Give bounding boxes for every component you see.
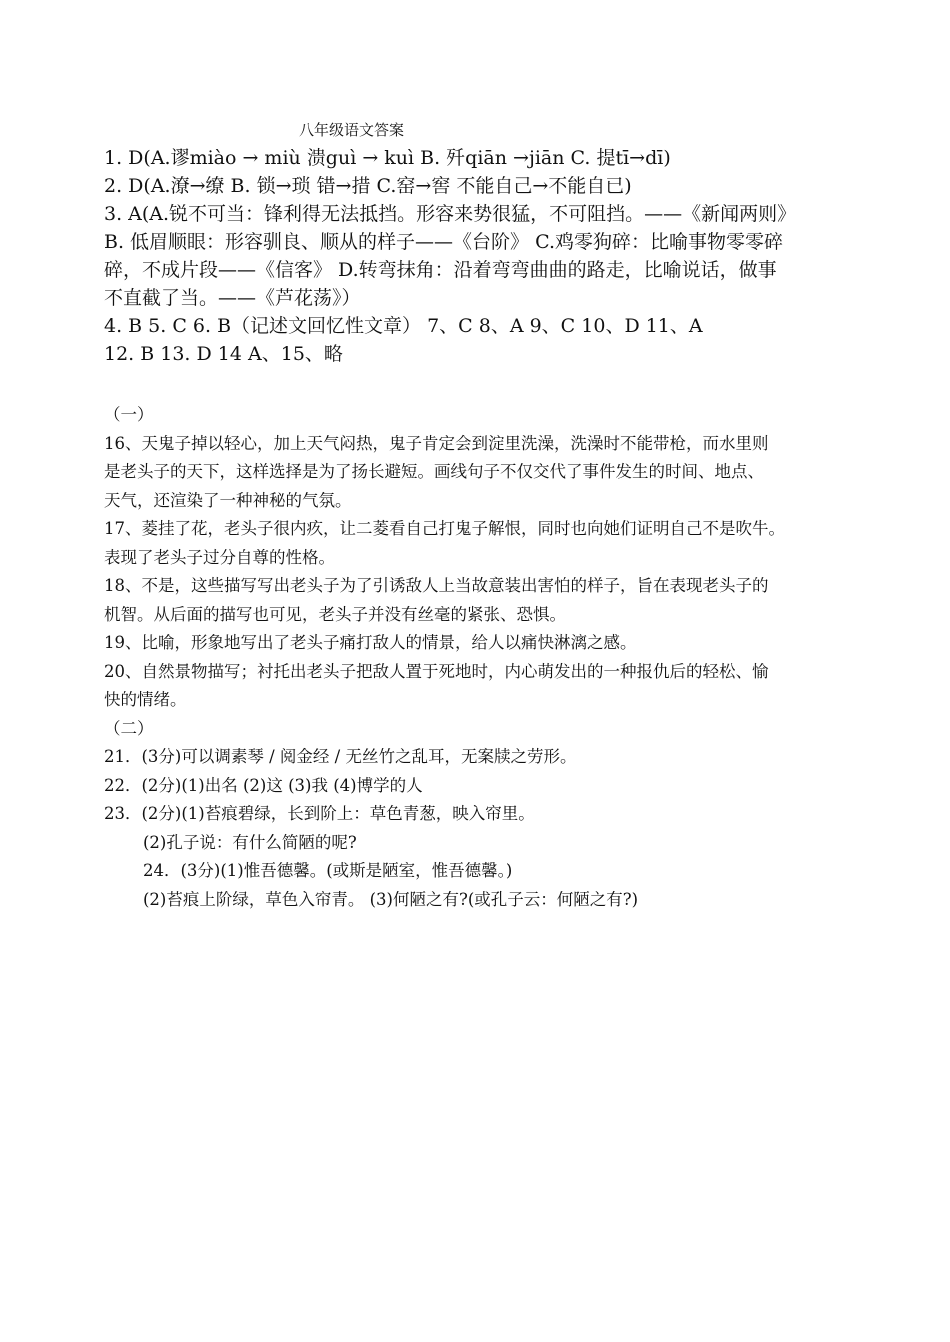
answer-line: 天气，还渲染了一种神秘的气氛。 [104,490,352,510]
answer-line: 4. B 5. C 6. B（记述文回忆性文章） 7、C 8、A 9、C 10、D 11、A [104,315,703,337]
reading-answers [104,401,864,914]
answer-line: 12. B 13. D 14 A、15、略 [104,343,343,365]
multiple-choice-answers [104,144,864,368]
answer-line: 是老头子的天下，这样选择是为了扬长避短。画线句子不仅交代了事件发生的时间、地点、 [104,462,764,481]
answer-line: 18、不是，这些描写写出老头子为了引诱敌人上当故意装出害怕的样子，旨在表现老头子的 [104,576,769,595]
answer-line: 2. D(A.潦→缭 B. 锁→琐 错→措 C.窑→窖 不能自己→不能自已) [104,175,632,197]
answer-line: 快的情绪。 [104,690,187,709]
answer-line: 24．(3分)(1)惟吾德馨。(或斯是陋室，惟吾德馨。) [143,861,513,880]
answer-line: 16、天鬼子掉以轻心，加上天气闷热，鬼子肯定会到淀里洗澡，洗澡时不能带枪，而水里则 [104,433,769,453]
answer-line: 碎，不成片段——《信客》 D.转弯抹角：沿着弯弯曲曲的路走，比喻说话，做事 [104,259,777,281]
answer-line: 21．(3分)可以调素琴 / 阅金经 / 无丝竹之乱耳，无案牍之劳形。 [104,747,577,766]
answer-line: B. 低眉顺眼：形容驯良、顺从的样子——《台阶》 C.鸡零狗碎：比喻事物零零碎 [104,231,783,253]
answer-line: 19、比喻，形象地写出了老头子痛打敌人的情景，给人以痛快淋漓之感。 [104,633,637,652]
answer-line: 表现了老头子过分自尊的性格。 [104,547,335,567]
answer-line: 机智。从后面的描写也可见，老头子并没有丝毫的紧张、恐惧。 [104,604,566,624]
answer-line: 20、自然景物描写；衬托出老头子把敌人置于死地时，内心萌发出的一种报仇后的轻松、愉 [104,661,769,681]
answer-line: (2)苔痕上阶绿，草色入帘青。 (3)何陋之有?(或孔子云：何陋之有?) [143,889,639,909]
document-title: 八年级语文答案 [299,121,405,139]
section-heading: （一） [104,405,154,424]
section-heading: （二） [104,718,154,738]
answer-line: 1. D(A.谬miào → miù 溃guì → kuì B. 歼qiān →jiān C. 提tī→dī) [104,147,671,169]
answer-line: 17、菱挂了花，老头子很内疚，让二菱看自己打鬼子解恨，同时也向她们证明自己不是吹牛。 [104,519,785,538]
answer-line: 3. A(A.锐不可当：锋利得无法抵挡。形容来势很猛，不可阻挡。——《新闻两则》 [104,203,797,225]
answer-line: 22．(2分)(1)出名 (2)这 (3)我 (4)博学的人 [104,775,423,795]
answer-line: 不直截了当。——《芦花荡》） [104,287,361,309]
answer-line: (2)孔子说：有什么简陋的呢? [143,832,357,852]
answer-line: 23．(2分)(1)苔痕碧绿，长到阶上：草色青葱，映入帘里。 [104,804,535,823]
